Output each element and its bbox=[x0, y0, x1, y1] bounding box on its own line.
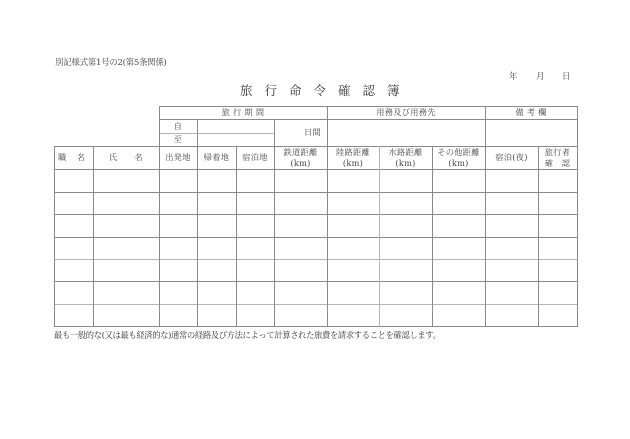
table-border-right bbox=[577, 106, 578, 327]
table-cell-traveler-confirm[interactable] bbox=[538, 259, 577, 281]
table-cell-lodging-place[interactable] bbox=[236, 169, 274, 192]
table-cell-departure[interactable] bbox=[159, 169, 197, 192]
col-header-departure: 出発地 bbox=[165, 152, 191, 162]
table-cell-nights[interactable] bbox=[485, 281, 538, 304]
col-header-lodging-place: 宿泊地 bbox=[242, 152, 268, 162]
table-cell-rail-distance[interactable] bbox=[274, 304, 327, 326]
table-cell-land-distance[interactable] bbox=[327, 259, 379, 281]
table-cell-position[interactable] bbox=[54, 192, 93, 214]
table-cell-land-distance[interactable] bbox=[327, 281, 379, 304]
header-business: 用務及び用務先 bbox=[376, 107, 436, 117]
table-cell-rail-distance[interactable] bbox=[274, 169, 327, 192]
table-cell-lodging-place[interactable] bbox=[236, 192, 274, 214]
header-travel-period: 旅 行 期 間 bbox=[221, 107, 265, 117]
table-cell-position[interactable] bbox=[54, 281, 93, 304]
table-cell-water-distance[interactable] bbox=[379, 169, 432, 192]
col-header-water-distance bbox=[379, 146, 432, 169]
table-cell-return[interactable] bbox=[197, 304, 236, 326]
table-cell-nights[interactable] bbox=[485, 192, 538, 214]
table-cell-rail-distance[interactable] bbox=[274, 192, 327, 214]
table-cell-rail-distance[interactable] bbox=[274, 237, 327, 259]
remarks-field[interactable] bbox=[485, 119, 577, 146]
col-header-other-distance bbox=[432, 146, 485, 169]
col-header-water-distance-unit: (km) bbox=[395, 157, 416, 168]
table-cell-traveler-confirm[interactable] bbox=[538, 237, 577, 259]
table-cell-land-distance[interactable] bbox=[327, 169, 379, 192]
table-cell-nights[interactable] bbox=[485, 214, 538, 237]
table-cell-traveler-confirm[interactable] bbox=[538, 281, 577, 304]
col-header-traveler-confirm bbox=[538, 146, 577, 169]
table-cell-lodging-place[interactable] bbox=[236, 304, 274, 326]
table-cell-position[interactable] bbox=[54, 259, 93, 281]
date-month-label: 月 bbox=[536, 72, 545, 82]
table-cell-return[interactable] bbox=[197, 169, 236, 192]
header-remarks: 備 考 欄 bbox=[515, 107, 547, 117]
table-cell-other-distance[interactable] bbox=[432, 214, 485, 237]
col-header-water-distance-label: 水路距離 bbox=[388, 146, 423, 157]
table-cell-name[interactable] bbox=[93, 192, 159, 214]
table-cell-nights[interactable] bbox=[485, 304, 538, 326]
col-header-traveler-confirm-line2: 確 認 bbox=[544, 157, 571, 168]
business-field[interactable] bbox=[327, 119, 485, 146]
period-to-label: 至 bbox=[173, 134, 183, 144]
col-header-return: 帰着地 bbox=[203, 152, 230, 162]
table-cell-nights[interactable] bbox=[485, 169, 538, 192]
table-cell-other-distance[interactable] bbox=[432, 237, 485, 259]
table-cell-other-distance[interactable] bbox=[432, 304, 485, 326]
table-cell-rail-distance[interactable] bbox=[274, 214, 327, 237]
table-cell-water-distance[interactable] bbox=[379, 281, 432, 304]
col-header-position: 職 名 bbox=[58, 152, 89, 162]
document-title: 旅行命令確認簿 bbox=[240, 83, 412, 98]
col-header-land-distance-unit: (km) bbox=[342, 157, 364, 168]
table-cell-position[interactable] bbox=[54, 237, 93, 259]
date-day-label: 日 bbox=[562, 72, 571, 82]
col-header-land-distance-label: 陸路距離 bbox=[336, 146, 370, 157]
table-cell-other-distance[interactable] bbox=[432, 169, 485, 192]
col-header-other-distance-unit: (km) bbox=[448, 157, 469, 168]
table-cell-name[interactable] bbox=[93, 169, 159, 192]
table-cell-departure[interactable] bbox=[159, 192, 197, 214]
col-header-nights: 宿泊(夜) bbox=[495, 152, 528, 162]
col-header-land-distance bbox=[327, 146, 379, 169]
period-to-field[interactable] bbox=[197, 133, 274, 146]
table-cell-lodging-place[interactable] bbox=[236, 214, 274, 237]
table-cell-return[interactable] bbox=[197, 237, 236, 259]
table-cell-position[interactable] bbox=[54, 214, 93, 237]
table-cell-nights[interactable] bbox=[485, 237, 538, 259]
table-cell-traveler-confirm[interactable] bbox=[538, 169, 577, 192]
period-days-label: 日間 bbox=[304, 127, 321, 137]
col-header-traveler-confirm-line1: 旅行者 bbox=[544, 146, 571, 157]
col-header-other-distance-label: その他距離 bbox=[437, 146, 480, 157]
table-cell-position[interactable] bbox=[54, 304, 93, 326]
table-cell-name[interactable] bbox=[93, 237, 159, 259]
table-cell-water-distance[interactable] bbox=[379, 259, 432, 281]
table-cell-name[interactable] bbox=[93, 214, 159, 237]
table-border-bottom bbox=[54, 326, 578, 327]
table-cell-water-distance[interactable] bbox=[379, 214, 432, 237]
table-cell-rail-distance[interactable] bbox=[274, 259, 327, 281]
table-cell-name[interactable] bbox=[93, 281, 159, 304]
table-cell-departure[interactable] bbox=[159, 304, 197, 326]
table-cell-lodging-place[interactable] bbox=[236, 259, 274, 281]
table-cell-return[interactable] bbox=[197, 214, 236, 237]
table-cell-land-distance[interactable] bbox=[327, 304, 379, 326]
table-cell-rail-distance[interactable] bbox=[274, 281, 327, 304]
period-from-label: 自 bbox=[173, 120, 183, 131]
table-cell-return[interactable] bbox=[197, 259, 236, 281]
table-cell-name[interactable] bbox=[93, 304, 159, 326]
table-cell-other-distance[interactable] bbox=[432, 192, 485, 214]
table-cell-departure[interactable] bbox=[159, 214, 197, 237]
table-cell-land-distance[interactable] bbox=[327, 192, 379, 214]
date-year-label: 年 bbox=[509, 72, 518, 82]
table-cell-lodging-place[interactable] bbox=[236, 281, 274, 304]
table-cell-other-distance[interactable] bbox=[432, 259, 485, 281]
col-header-rail-distance-label: 鉄道距離 bbox=[283, 146, 318, 157]
table-cell-traveler-confirm[interactable] bbox=[538, 192, 577, 214]
col-header-rail-distance-unit: (km) bbox=[290, 157, 311, 168]
table-cell-water-distance[interactable] bbox=[379, 304, 432, 326]
col-header-name: 氏 名 bbox=[109, 152, 143, 162]
col-header-rail-distance bbox=[274, 146, 327, 169]
table-cell-departure[interactable] bbox=[159, 259, 197, 281]
table-cell-other-distance[interactable] bbox=[432, 281, 485, 304]
table-cell-land-distance[interactable] bbox=[327, 237, 379, 259]
table-cell-nights[interactable] bbox=[485, 259, 538, 281]
table-cell-traveler-confirm[interactable] bbox=[538, 214, 577, 237]
table-cell-water-distance[interactable] bbox=[379, 237, 432, 259]
table-cell-position[interactable] bbox=[54, 169, 93, 192]
form-reference: 別記様式第1号の2(第5条関係) bbox=[55, 58, 167, 68]
confirmation-footnote: 最も一般的な(又は最も経済的な)通常の経路及び方法によって計算された旅費を請求することを確認します。 bbox=[54, 330, 441, 340]
table-cell-water-distance[interactable] bbox=[379, 192, 432, 214]
table-cell-lodging-place[interactable] bbox=[236, 237, 274, 259]
table-cell-name[interactable] bbox=[93, 259, 159, 281]
table-cell-traveler-confirm[interactable] bbox=[538, 304, 577, 326]
table-cell-departure[interactable] bbox=[159, 281, 197, 304]
table-cell-land-distance[interactable] bbox=[327, 214, 379, 237]
table-cell-departure[interactable] bbox=[159, 237, 197, 259]
table-cell-return[interactable] bbox=[197, 192, 236, 214]
period-from-field[interactable] bbox=[197, 119, 274, 133]
table-cell-return[interactable] bbox=[197, 281, 236, 304]
